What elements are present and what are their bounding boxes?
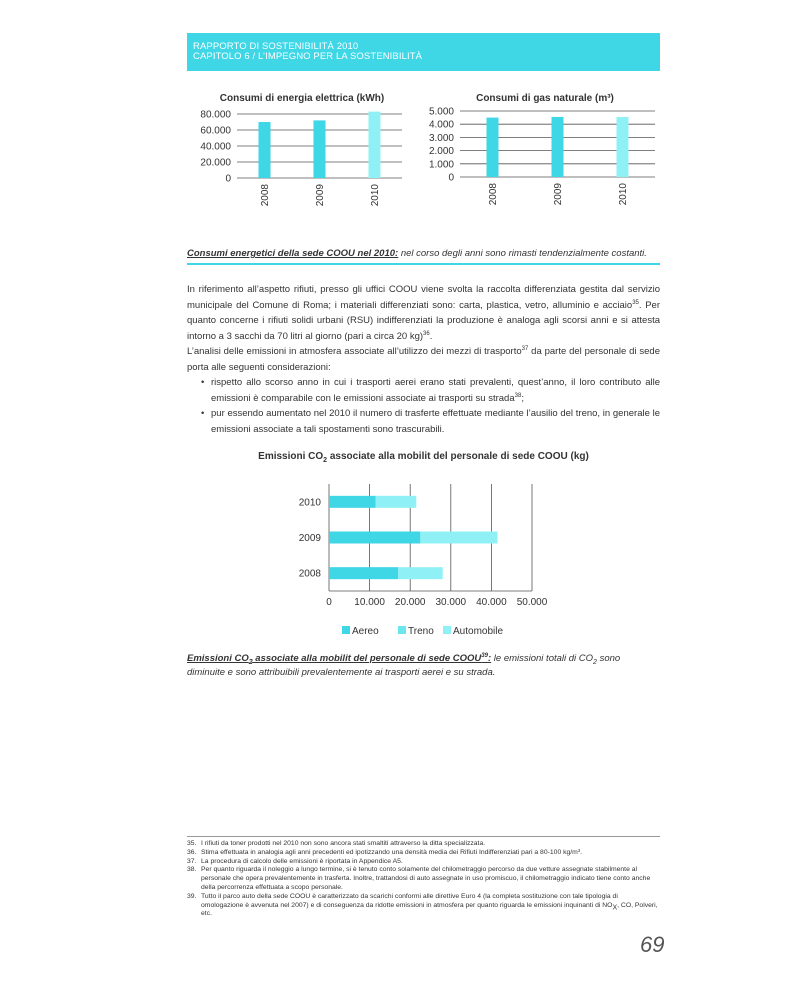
- x-tick-label: 10.000: [354, 597, 385, 608]
- legend-label: Aereo: [352, 626, 379, 637]
- legend-swatch: [443, 626, 451, 634]
- bar-aereo: [329, 567, 398, 579]
- chart-emissions: [280, 476, 580, 646]
- bar: [259, 122, 271, 178]
- considerations-list: [201, 375, 660, 437]
- bar: [369, 112, 381, 178]
- emissions-caption: Emissioni $CO_2$ associate alla mobilit del personale di sede COOU$^{39}$: le emissioni totali di $CO_2$ sono diminuite e sono attribuibili prevalentemente ai trasporti aerei e su strada.: [187, 652, 621, 678]
- footnote-36: 36. Stima effettuata in analogia agli anni precedenti ed ipotizzando una densità media dei Rifiuti Indifferenziati pari a 80-100 kg/m³.: [187, 848, 582, 856]
- chart-gas: [420, 104, 660, 214]
- x-tick-label: 40.000: [476, 597, 507, 608]
- list-item: • rispetto allo scorso anno in cui i trasporti aerei erano stati prevalenti, quest’anno, il loro contributo alle emissioni è comparabile con le emissioni associate ai trasporti su strada$^{38}$;: [201, 375, 660, 406]
- y-tick-label: 20.000: [200, 157, 231, 169]
- y-tick-label: 2008: [298, 568, 321, 580]
- page-number: 69: [640, 932, 665, 957]
- y-tick-label: 4.000: [428, 119, 454, 131]
- energy-caption: [187, 248, 660, 265]
- bar: [617, 117, 629, 177]
- bar-aereo: [329, 496, 376, 508]
- footnotes: [187, 836, 660, 919]
- x-tick-label: 0: [326, 597, 332, 608]
- chart-gas-title: Consumi di gas naturale (m³): [476, 93, 614, 104]
- y-tick-label: 5.000: [428, 106, 454, 118]
- x-tick-label: 2009: [553, 183, 564, 206]
- bar: [552, 117, 564, 177]
- energy-caption-bold: Consumi energetici della sede COOU nel 2010:: [187, 248, 399, 259]
- y-tick-label: 2010: [298, 497, 321, 509]
- x-tick-label: 2008: [488, 183, 499, 206]
- bar-aereo: [329, 532, 420, 544]
- footnote-37: 37. La procedura di calcolo delle emissioni è riportata in Appendice A5.: [187, 857, 403, 865]
- y-tick-label: 80.000: [200, 109, 231, 121]
- header-band: [187, 33, 660, 71]
- x-tick-label: 2008: [260, 184, 271, 207]
- bar: [487, 118, 499, 177]
- body-text: [187, 282, 660, 437]
- y-tick-label: 40.000: [200, 141, 231, 153]
- bar-automobile: [420, 532, 497, 544]
- report-title: RAPPORTO DI SOSTENIBILITÀ 2010: [193, 41, 359, 52]
- y-tick-label: 2.000: [428, 146, 454, 158]
- x-tick-label: 20.000: [394, 597, 426, 608]
- bar: [314, 120, 326, 178]
- y-tick-label: 2009: [298, 533, 321, 544]
- list-item: • pur essendo aumentato nel 2010 il numero di trasferte effettuate mediante l’ausilio del treno, in generale le emissioni associate a tali spostamenti sono trascurabili.: [201, 406, 660, 437]
- legend-swatch: [398, 626, 406, 634]
- y-tick-label: 1.000: [428, 159, 454, 171]
- legend-swatch: [342, 626, 350, 634]
- paragraph-waste: In riferimento all’aspetto rifiuti, presso gli uffici COOU viene svolta la raccolta differenziata gestita dal servizio municipale del Comune di Roma; i materiali differenziati sono: carta, plastica, vetro, alluminio e acciaio$^{35}$. Per quanto concerne i rifiuti solidi urbani (RSU) indifferenziati la produzione è analoga agli scorsi anni e si attesta intorno a 3 sacchi da 70 litri al giorno (pari a circa 20 kg)$^{36}$.: [187, 284, 661, 342]
- paragraph-emissions: L’analisi delle emissioni in atmosfera associate all’utilizzo dei mezzi di trasporto$^{37}$ da parte del personale di sede porta alle seguenti considerazioni:: [187, 345, 660, 373]
- legend-label: Treno: [408, 626, 434, 637]
- footnote-38: 38. Per quanto riguarda il noleggio a lungo termine, si è tenuto conto solamente del chilometraggio percorso da due vetture assegnate stabilmente al personale che opera prevalentemente in trasferta. Inoltre, trattandosi di auto assegnate in uso promiscuo, il chilometraggio indicato tiene conto anche della percorrenza effettuata a scopo personale.: [187, 866, 651, 891]
- energy-caption-text: nel corso degli anni sono rimasti tendenzialmente costanti.: [398, 248, 647, 259]
- chart-emissions-title: Emissioni $CO_2$ associate alla mobilit del personale di sede COOU (kg): [258, 451, 589, 464]
- y-tick-label: 60.000: [200, 125, 231, 137]
- x-tick-label: 50.000: [516, 597, 548, 608]
- footnote-35: 35. I rifiuti da toner prodotti nel 2010 non sono ancora stati smaltiti attraverso la ditta specializzata.: [187, 840, 486, 847]
- x-tick-label: 2010: [618, 183, 629, 206]
- y-tick-label: 0: [448, 172, 454, 184]
- legend-label: Automobile: [453, 626, 504, 637]
- y-tick-label: 0: [225, 173, 231, 185]
- chapter-title: CAPITOLO 6 / L’IMPEGNO PER LA SOSTENIBILITÀ: [193, 51, 423, 62]
- chart-electricity: [187, 104, 417, 214]
- footnote-39: 39. Tutto il parco auto della sede COOU è caratterizzato da scarichi conformi alle direttive Euro 4 (la completa sostituzione con tale tipologia di omologazione è avvenuta nel 2007) e di conseguenza da ridotte emissioni in atmosfera per quanto riguarda le emissioni inquinanti di $NO_X$, CO, Polveri, etc.: [187, 892, 658, 918]
- x-tick-label: 30.000: [435, 597, 467, 608]
- y-tick-label: 3.000: [428, 132, 454, 144]
- x-tick-label: 2009: [315, 184, 326, 207]
- bar-automobile: [376, 496, 417, 508]
- chart-electricity-title: Consumi di energia elettrica (kWh): [219, 93, 385, 104]
- bar-automobile: [398, 567, 443, 579]
- x-tick-label: 2010: [370, 184, 381, 207]
